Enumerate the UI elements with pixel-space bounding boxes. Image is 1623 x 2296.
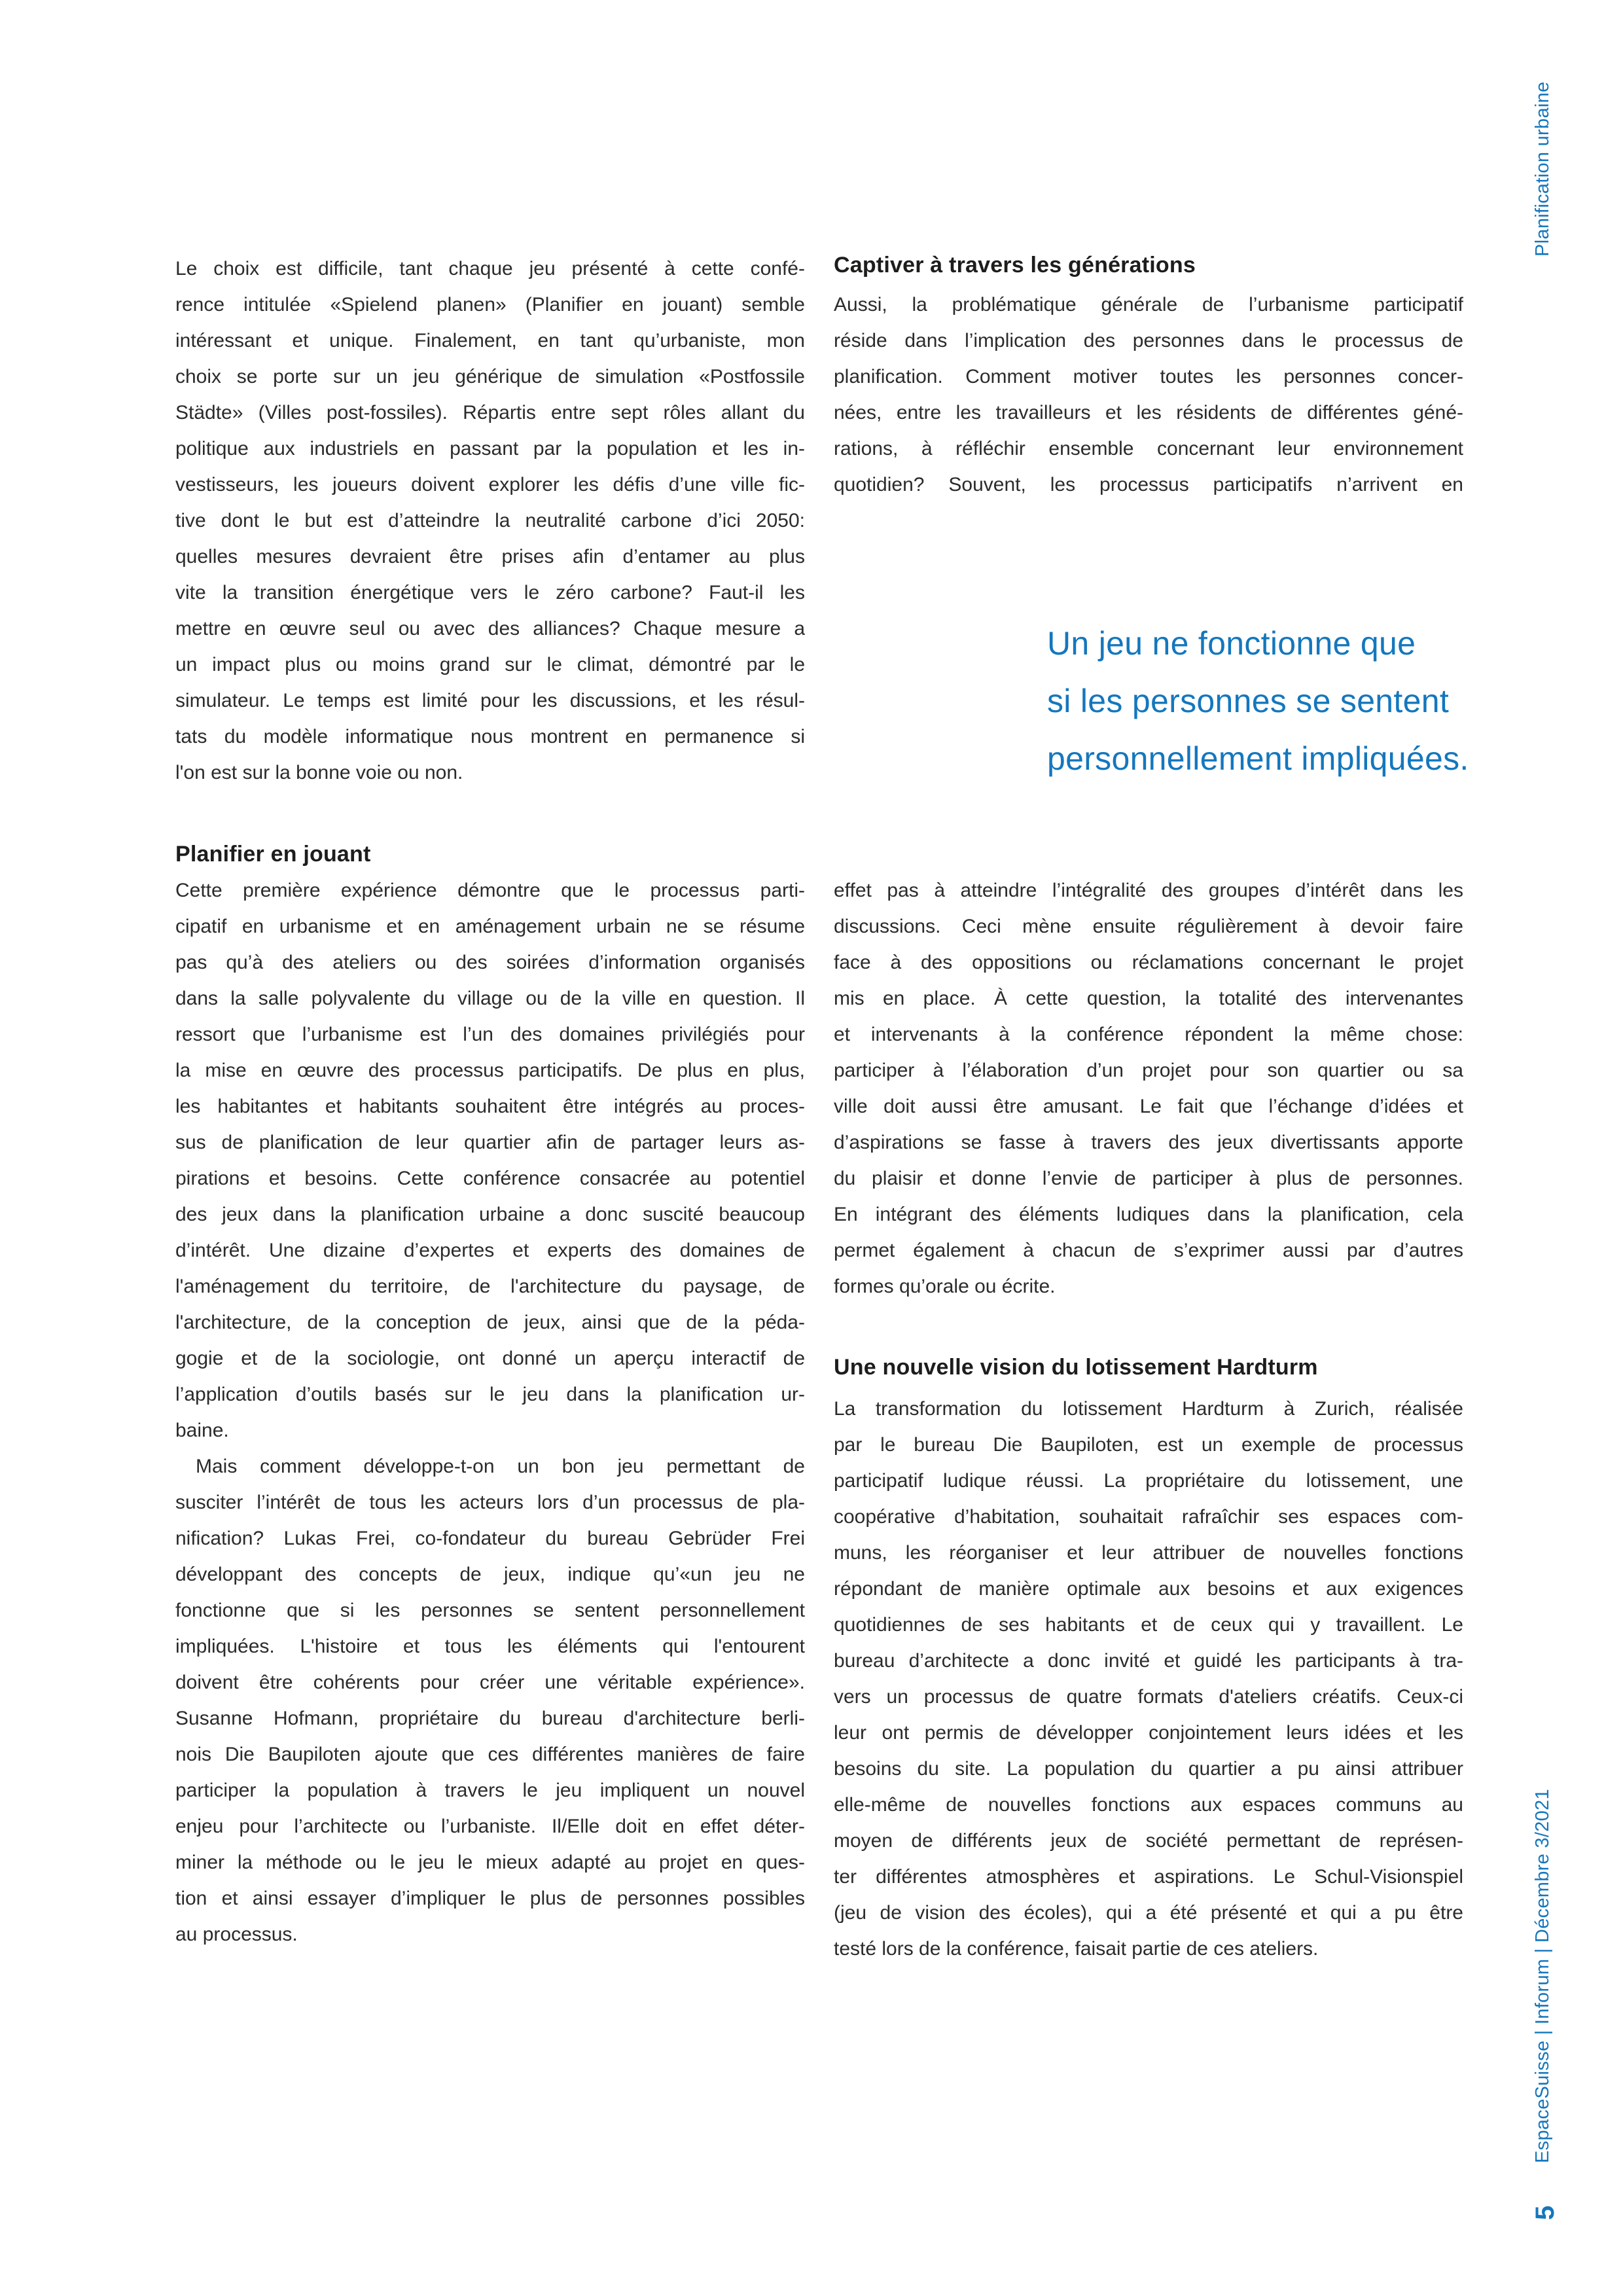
text-line: intéressant et unique. Finalement, en tant qu’urbaniste, mon: [175, 330, 805, 351]
text-line: la mise en œuvre des processus participatifs. De plus en plus,: [175, 1060, 805, 1081]
text-line: La transformation du lotissement Hardturm à Zurich, réalisée: [834, 1398, 1463, 1420]
text-line: l’application d’outils basés sur le jeu dans la planification ur-: [175, 1384, 805, 1405]
text-line: nées, entre les travailleurs et les résidents de différentes géné-: [834, 402, 1463, 423]
text-line: vestisseurs, les joueurs doivent explorer les défis d’une ville fic-: [175, 474, 805, 495]
text-line: nois Die Baupiloten ajoute que ces différentes manières de faire: [175, 1744, 805, 1765]
text-line: baine.: [175, 1420, 229, 1441]
text-line: En intégrant des éléments ludiques dans la planification, cela: [834, 1204, 1463, 1225]
text-line: tive dont le but est d’atteindre la neutralité carbone d’ici 2050:: [175, 510, 805, 531]
text-line: ville doit aussi être amusant. Le fait que l’échange d’idées et: [834, 1096, 1463, 1117]
text-line: face à des oppositions ou réclamations concernant le projet: [834, 952, 1463, 973]
text-line: au processus.: [175, 1924, 298, 1945]
text-line: Susanne Hofmann, propriétaire du bureau d'architecture berli-: [175, 1708, 805, 1729]
text-line: sus de planification de leur quartier afin de partager leurs as-: [175, 1132, 805, 1153]
text-line: fonctionne que si les personnes se sentent personnellement: [175, 1600, 805, 1621]
text-line: un impact plus ou moins grand sur le climat, démontré par le: [175, 654, 805, 675]
page-number: 5: [1531, 2205, 1560, 2220]
text-line: participer à l’élaboration d’un projet pour son quartier ou sa: [834, 1060, 1463, 1081]
section-heading-hardturm: Une nouvelle vision du lotissement Hardturm: [834, 1355, 1318, 1380]
text-line: Städte» (Villes post-fossiles). Répartis entre sept rôles allant du: [175, 402, 805, 423]
text-line: testé lors de la conférence, faisait partie de ces ateliers.: [834, 1938, 1319, 1960]
text-line: d’intérêt. Une dizaine d’expertes et experts des domaines de: [175, 1240, 805, 1261]
text-line: Cette première expérience démontre que le processus parti-: [175, 880, 805, 901]
text-line: développant des concepts de jeux, indique qu’«un jeu ne: [175, 1564, 805, 1585]
text-line: mis en place. À cette question, la totalité des intervenantes: [834, 988, 1463, 1009]
text-line: l'aménagement du territoire, de l'architecture du paysage, de: [175, 1276, 805, 1297]
text-line: planification. Comment motiver toutes les personnes concer-: [834, 366, 1463, 387]
text-line: répondant de manière optimale aux besoins et aux exigences: [834, 1578, 1463, 1600]
text-line: leur ont permis de développer conjointement leurs idées et les: [834, 1722, 1463, 1744]
text-line: bureau d’architecte a donc invité et guidé les participants à tra-: [834, 1650, 1463, 1672]
text-line: du plaisir et donne l’envie de participer à plus de personnes.: [834, 1168, 1463, 1189]
text-line: dans la salle polyvalente du village ou de la ville en question. Il: [175, 988, 805, 1009]
section-heading-planifier-en-jouant: Planifier en jouant: [175, 842, 371, 867]
text-line: ressort que l’urbanisme est l’un des domaines privilégiés pour: [175, 1024, 805, 1045]
text-line: personnellement impliquées.: [1047, 740, 1469, 777]
text-line: si les personnes se sentent: [1047, 683, 1450, 719]
text-line: quelles mesures devraient être prises afin d’entamer au plus: [175, 546, 805, 567]
text-line: Un jeu ne fonctionne que: [1047, 625, 1416, 662]
text-line: mettre en œuvre seul ou avec des alliances? Chaque mesure a: [175, 618, 805, 639]
text-line: enjeu pour l’architecte ou l’urbaniste. Il/Elle doit en effet déter-: [175, 1816, 805, 1837]
text-line: l'on est sur la bonne voie ou non.: [175, 762, 463, 783]
text-line: réside dans l’implication des personnes dans le processus de: [834, 330, 1463, 351]
text-line: cipatif en urbanisme et en aménagement urbain ne se résume: [175, 916, 805, 937]
text-line: miner la méthode ou le jeu le mieux adapté au projet en ques-: [175, 1852, 805, 1873]
journal-footer-label: EspaceSuisse | Inforum | Décembre 3/2021: [1532, 1789, 1553, 2163]
text-line: Mais comment développe-t-on un bon jeu permettant de: [196, 1456, 805, 1477]
text-line: discussions. Ceci mène ensuite régulièrement à devoir faire: [834, 916, 1463, 937]
text-line: participatif ludique réussi. La propriétaire du lotissement, une: [834, 1470, 1463, 1492]
text-line: des jeux dans la planification urbaine a donc suscité beaucoup: [175, 1204, 805, 1225]
text-line: elle-même de nouvelles fonctions aux espaces communs au: [834, 1794, 1463, 1816]
text-line: vite la transition énergétique vers le zéro carbone? Faut-il les: [175, 582, 805, 603]
text-line: moyen de différents jeux de société permettant de représen-: [834, 1830, 1463, 1852]
text-line: coopérative d’habitation, souhaitait rafraîchir ses espaces com-: [834, 1506, 1463, 1528]
category-sidebar-label: Planification urbaine: [1532, 81, 1553, 257]
text-line: choix se porte sur un jeu générique de simulation «Postfossile: [175, 366, 805, 387]
text-line: rations, à réfléchir ensemble concernant leur environnement: [834, 438, 1463, 459]
text-line: (jeu de vision des écoles), qui a été présenté et qui a pu être: [834, 1902, 1463, 1924]
text-line: permet également à chacun de s’exprimer aussi par d’autres: [834, 1240, 1463, 1261]
right-paragraph-2: [834, 872, 1463, 1304]
section-heading-captiver: Captiver à travers les générations: [834, 253, 1196, 278]
text-line: Le choix est difficile, tant chaque jeu présenté à cette confé-: [175, 258, 805, 279]
text-line: par le bureau Die Baupiloten, est un exemple de processus: [834, 1434, 1463, 1456]
right-paragraph-3: [834, 1391, 1463, 1967]
text-line: effet pas à atteindre l’intégralité des groupes d’intérêt dans les: [834, 880, 1463, 901]
text-line: et intervenants à la conférence répondent la même chose:: [834, 1024, 1463, 1045]
left-paragraph-1: [175, 251, 805, 791]
text-line: quotidien? Souvent, les processus participatifs n’arrivent en: [834, 474, 1463, 495]
text-line: tion et ainsi essayer d’impliquer le plus de personnes possibles: [175, 1888, 805, 1909]
text-line: muns, les réorganiser et leur attribuer de nouvelles fonctions: [834, 1542, 1463, 1564]
pull-quote: [1047, 615, 1469, 787]
text-line: impliquées. L'histoire et tous les éléments qui l'entourent: [175, 1636, 805, 1657]
text-line: pas qu’à des ateliers ou des soirées d’information organisés: [175, 952, 805, 973]
text-line: besoins du site. La population du quartier a pu ainsi attribuer: [834, 1758, 1463, 1780]
text-line: gogie et de la sociologie, ont donné un aperçu interactif de: [175, 1348, 805, 1369]
text-line: nification? Lukas Frei, co-fondateur du bureau Gebrüder Frei: [175, 1528, 805, 1549]
text-line: d’aspirations se fasse à travers des jeux divertissants apporte: [834, 1132, 1463, 1153]
text-line: Aussi, la problématique générale de l’urbanisme participatif: [834, 294, 1463, 315]
right-paragraph-1: [834, 287, 1463, 503]
text-line: susciter l’intérêt de tous les acteurs lors d’un processus de pla-: [175, 1492, 805, 1513]
text-line: vers un processus de quatre formats d'ateliers créatifs. Ceux-ci: [834, 1686, 1463, 1708]
left-paragraph-2: [175, 872, 805, 1952]
text-line: doivent être cohérents pour créer une véritable expérience».: [175, 1672, 805, 1693]
text-line: quotidiennes de ses habitants et de ceux qui y travaillent. Le: [834, 1614, 1463, 1636]
text-line: ter différentes atmosphères et aspirations. Le Schul-Visionspiel: [834, 1866, 1463, 1888]
text-line: participer la population à travers le jeu impliquent un nouvel: [175, 1780, 805, 1801]
text-line: tats du modèle informatique nous montrent en permanence si: [175, 726, 805, 747]
text-line: l'architecture, de la conception de jeux, ainsi que de la péda-: [175, 1312, 805, 1333]
text-line: simulateur. Le temps est limité pour les discussions, et les résul-: [175, 690, 805, 711]
text-line: pirations et besoins. Cette conférence consacrée au potentiel: [175, 1168, 805, 1189]
text-line: formes qu’orale ou écrite.: [834, 1276, 1056, 1297]
text-line: rence intitulée «Spielend planen» (Planifier en jouant) semble: [175, 294, 805, 315]
text-line: politique aux industriels en passant par la population et les in-: [175, 438, 805, 459]
text-line: les habitantes et habitants souhaitent être intégrés au proces-: [175, 1096, 805, 1117]
